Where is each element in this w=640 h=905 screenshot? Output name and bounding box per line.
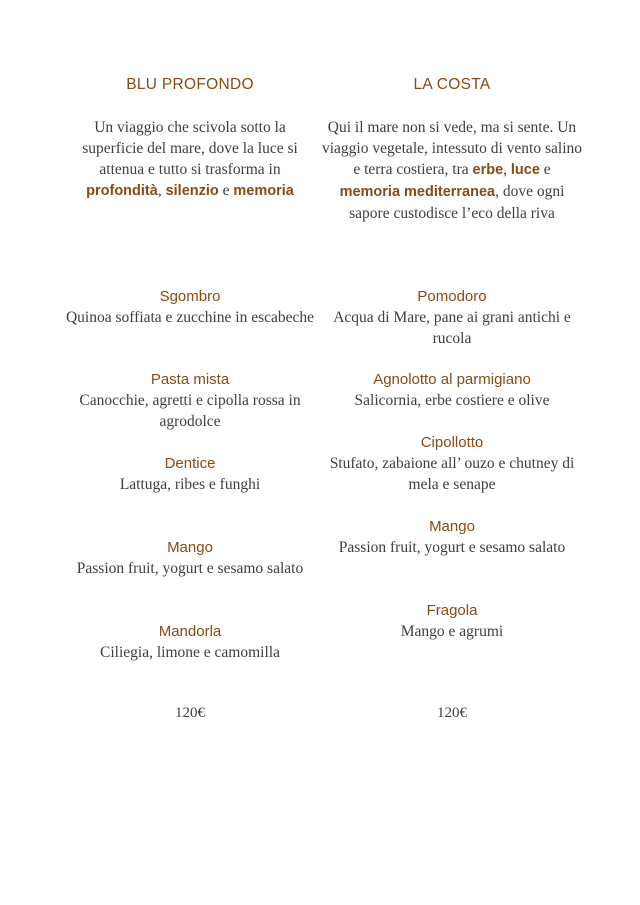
dish-item [322,516,582,558]
menu-title: BLU PROFONDO [126,76,254,93]
menu-title: LA COSTA [413,76,491,93]
dish-item [322,600,582,642]
dish-description: Passion fruit, yogurt e sesamo salato [338,539,566,556]
dish-description: Quinoa soffiata e zucchine in escabeche [65,309,315,326]
dish-name: Mango [167,539,213,556]
dish-item [65,453,315,495]
dish-name: Mango [429,518,475,535]
dish-description: Stufato, zabaione all’ ouzo e chutney di mela e senape [329,455,575,493]
dish-name: Sgombro [159,288,221,305]
intro-highlight: luce [510,162,540,178]
intro-highlight: erbe [472,162,504,178]
dish-name: Fragola [426,602,478,619]
intro-highlight: memoria [233,183,294,199]
dish-item [65,369,315,432]
dish-item [65,286,315,328]
dish-description: Passion fruit, yogurt e sesamo salato [76,560,304,577]
dish-description: Salicornia, erbe costiere e olive [354,392,550,409]
dish-name: Dentice [164,455,216,472]
dish-name: Cipollotto [420,434,484,451]
intro-separator: , [157,182,166,199]
dish-description: Mango e agrumi [400,623,504,640]
dish-description: Ciliegia, limone e camomilla [100,644,280,661]
menu-intro [322,117,582,224]
dish-name: Pomodoro [417,288,487,305]
dish-description: Canocchie, agretti e cipolla rossa in agrodolce [79,392,301,430]
intro-text: Qui il mare non si vede, ma si sente. Un viaggio vegetale, intessuto di vento salino e terra costiera, tra [322,119,583,178]
intro-separator: e [218,182,234,199]
menu-intro [65,117,315,202]
intro-highlight: silenzio [165,183,219,199]
dish-name: Pasta mista [150,371,230,388]
dish-item [65,621,315,663]
intro-highlight: memoria mediterranea [339,184,496,200]
menu-price: 120€ [437,705,467,721]
intro-highlight: profondità [86,183,158,199]
intro-separator: , [503,161,511,178]
intro-separator: e [539,161,551,178]
dish-item [322,432,582,495]
intro-text: , dove ogni sapore custodisce l’eco della riva [349,183,565,222]
dish-name: Mandorla [158,623,222,640]
dish-item [322,286,582,349]
dish-description: Lattuga, ribes e funghi [119,476,261,493]
intro-text: Un viaggio che scivola sotto la superficie del mare, dove la luce si attenua e tutto si trasforma in [82,119,298,178]
dish-item [322,369,582,411]
dish-item [65,537,315,579]
dish-name: Agnolotto al parmigiano [373,371,531,388]
dish-description: Acqua di Mare, pane ai grani antichi e rucola [333,309,571,347]
menu-price: 120€ [175,705,205,721]
